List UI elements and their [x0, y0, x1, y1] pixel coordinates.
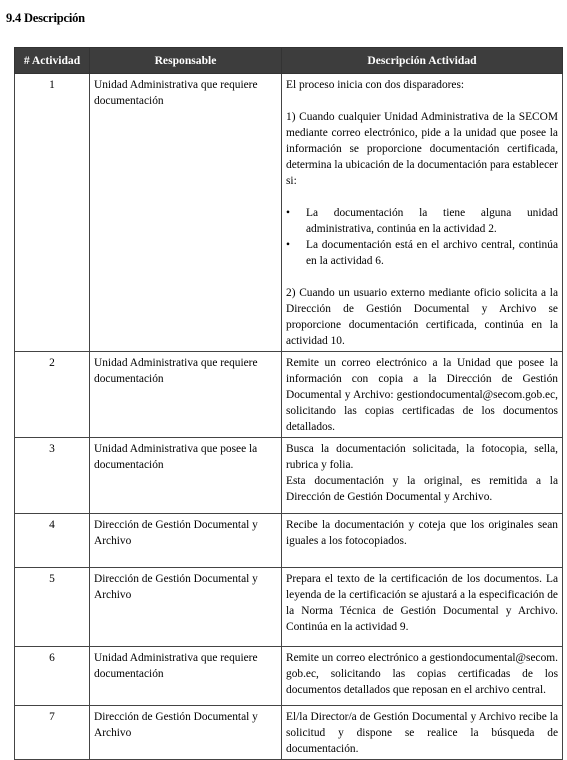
- row-descripcion: Remite un correo electrónico a la Unidad que posee la información con copia a la Dirección de Gestión Documental y Archivo: gestiondocumental@secom.gob.ec, solicitando las copias certificadas de los documentos detallados.: [282, 352, 563, 438]
- bullet-icon: •: [286, 239, 290, 251]
- table-row: [15, 438, 563, 514]
- header-actividad: # Actividad: [15, 48, 90, 74]
- row-number: 5: [15, 568, 90, 647]
- table-row: [15, 514, 563, 568]
- row-responsable: Dirección de Gestión Documental y Archivo: [90, 706, 282, 760]
- row-responsable: Unidad Administrativa que requiere documentación: [90, 74, 282, 352]
- bullet-item: [286, 237, 558, 269]
- row-responsable: Dirección de Gestión Documental y Archivo: [90, 568, 282, 647]
- row-responsable: Unidad Administrativa que requiere documentación: [90, 647, 282, 706]
- desc-line-1: Busca la documentación solicitada, la fotocopia, sella, rubrica y folia.: [286, 443, 558, 471]
- row-responsable: Dirección de Gestión Documental y Archivo: [90, 514, 282, 568]
- activity-table: [14, 47, 563, 760]
- row-number: 4: [15, 514, 90, 568]
- table-row: [15, 74, 563, 352]
- row-descripcion: Prepara el texto de la certificación de los documentos. La leyenda de la certificación se ajustará a la especificación de la Norma Técnica de Gestión Documental y Archivo. Continúa en la actividad 9.: [282, 568, 563, 647]
- header-responsable: Responsable: [90, 48, 282, 74]
- table-row: [15, 706, 563, 760]
- row-descripcion: Remite un correo electrónico a gestiondocumental@secom. gob.ec, solicitando las copias certificadas de los documentos detallados que reposan en el archivo central.: [282, 647, 563, 706]
- bullet-text: La documentación la tiene alguna unidad administrativa, continúa en la actividad 2.: [306, 207, 558, 235]
- bullet-icon: •: [286, 207, 290, 219]
- row-number: 6: [15, 647, 90, 706]
- desc-line-2: Esta documentación y la original, es remitida a la Dirección de Gestión Documental y Archivo.: [286, 475, 558, 503]
- header-descripcion: Descripción Actividad: [282, 48, 563, 74]
- trigger-2-text: 2) Cuando un usuario externo mediante oficio solicita a la Dirección de Gestión Documental y Archivo se proporcione documentación certificada, continúa en la actividad 10.: [286, 287, 558, 347]
- trigger-1-text: 1) Cuando cualquier Unidad Administrativa de la SECOM mediante correo electrónico, pide a la unidad que posee la información se proporcione documentación certificada, determina la ubicación de la documentación para establecer si:: [286, 111, 558, 187]
- table-row: [15, 352, 563, 438]
- row-descripcion: [282, 74, 563, 352]
- row-number: 3: [15, 438, 90, 514]
- row-descripcion: [282, 438, 563, 514]
- table-row: [15, 647, 563, 706]
- row-responsable: Unidad Administrativa que posee la documentación: [90, 438, 282, 514]
- row-descripcion: Recibe la documentación y coteja que los originales sean iguales a los fotocopiados.: [282, 514, 563, 568]
- row-number: 2: [15, 352, 90, 438]
- table-header-row: [15, 48, 563, 74]
- bullet-item: [286, 205, 558, 237]
- section-title: 9.4 Descripción: [6, 11, 85, 25]
- row-number: 1: [15, 74, 90, 352]
- row-responsable: Unidad Administrativa que requiere documentación: [90, 352, 282, 438]
- intro-text: El proceso inicia con dos disparadores:: [286, 79, 465, 91]
- table-row: [15, 568, 563, 647]
- bullet-text: La documentación está en el archivo central, continúa en la actividad 6.: [306, 239, 558, 267]
- row-number: 7: [15, 706, 90, 760]
- row-descripcion: El/la Director/a de Gestión Documental y Archivo recibe la solicitud y dispone se realice la búsqueda de documentación.: [282, 706, 563, 760]
